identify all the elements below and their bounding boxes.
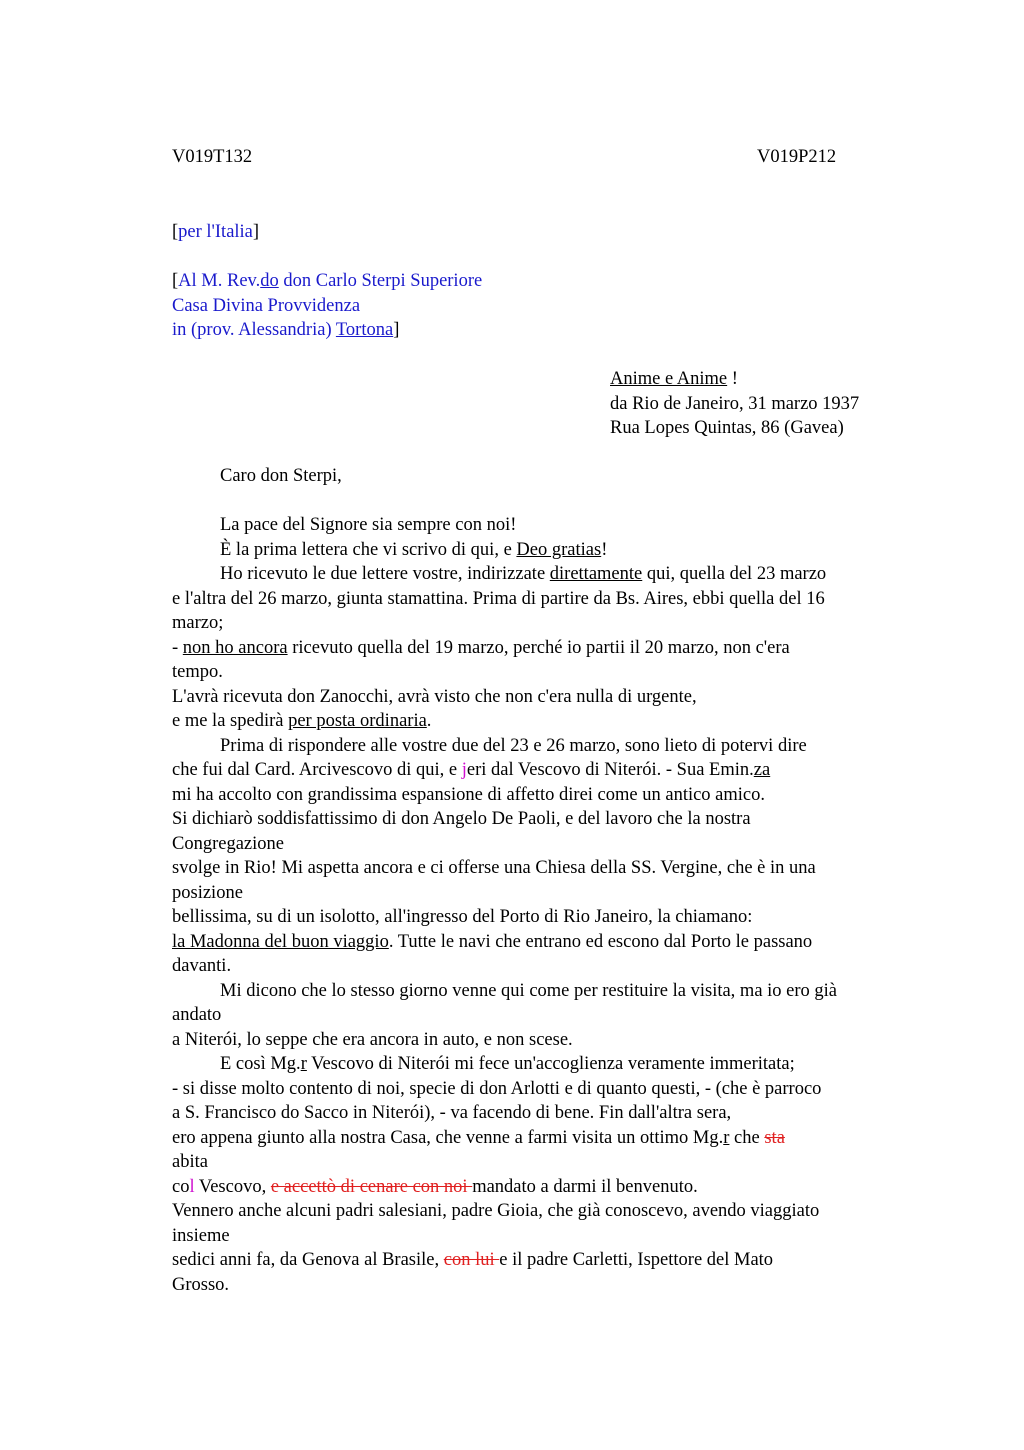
paragraph-6-line-10: davanti. <box>172 956 232 976</box>
paragraph-8-line-2: - si disse molto contento di noi, specie di don Arlotti e di quanto questi, - (che è parroco <box>172 1078 822 1099</box>
recipient-line-3: in (prov. Alessandria) Tortona] <box>172 320 400 340</box>
paragraph-6-line-5: Congregazione <box>172 833 284 854</box>
paragraph-3-line-1: Ho ricevuto le due lettere vostre, indirizzate direttamente qui, quella del 23 marzo <box>220 564 827 584</box>
document-code-right: V019P212 <box>757 147 837 167</box>
paragraph-9-line-2: insieme <box>172 1225 230 1246</box>
destination-text: per l'Italia <box>178 222 253 242</box>
paragraph-1: La pace del Signore sia sempre con noi! <box>220 515 517 535</box>
paragraph-3-line-2: e l'altra del 26 marzo, giunta stamattina. Prima di partire da Bs. Aires, ebbi quella del 16 <box>172 588 825 609</box>
paragraph-3-line-3: marzo; <box>172 613 224 633</box>
document-code-left: V019T132 <box>172 147 253 167</box>
recipient-address <box>172 269 912 343</box>
paragraph-7-line-2: andato <box>172 1005 222 1025</box>
paragraph-6-line-1: Prima di rispondere alle vostre due del 23 e 26 marzo, sono lieto di potervi dire <box>220 735 807 756</box>
paragraph-8-line-4: ero appena giunto alla nostra Casa, che venne a farmi visita un ottimo Mg.r che sta <box>172 1127 785 1148</box>
paragraph-7-line-3: a Niterói, lo seppe che era ancora in auto, e non scese. <box>172 1029 573 1050</box>
deleted-text: sta <box>764 1127 785 1148</box>
paragraph-8-line-6: col Vescovo, e accettò di cenare con noi mandato a darmi il benvenuto. <box>172 1176 698 1197</box>
paragraph-8-line-3: a S. Francisco do Sacco in Niterói), - va facendo di bene. Fin dall'altra sera, <box>172 1103 732 1123</box>
paragraph-7-line-1: Mi dicono che lo stesso giorno venne qui come per restituire la visita, ma io ero già <box>220 980 838 1001</box>
paragraph-2: È la prima lettera che vi scrivo di qui, e Deo gratias! <box>220 539 608 560</box>
paragraph-9-line-1: Vennero anche alcuni padri salesiani, padre Gioia, che già conoscevo, avendo viaggiato <box>172 1201 820 1221</box>
letter-body <box>172 464 912 1297</box>
motto: Anime e Anime ! <box>610 369 738 389</box>
recipient-line-2: Casa Divina Provvidenza <box>172 295 361 316</box>
paragraph-6-line-7: posizione <box>172 882 243 903</box>
paragraph-6-line-3: mi ha accolto con grandissima espansione di affetto direi come un antico amico. <box>172 784 766 805</box>
destination-note: [per l'Italia] <box>172 222 260 242</box>
paragraph-9-line-4: Grosso. <box>172 1274 230 1295</box>
dateline <box>610 367 859 441</box>
paragraph-5-line-1: L'avrà ricevuta don Zanocchi, avrà visto che non c'era nulla di urgente, <box>172 686 697 707</box>
paragraph-8-line-1: E così Mg.r Vescovo di Niterói mi fece un'accoglienza veramente immeritata; <box>220 1054 795 1074</box>
deleted-text: e accettò di cenare con noi <box>270 1176 473 1197</box>
place-date: da Rio de Janeiro, 31 marzo 1937 <box>610 393 860 414</box>
street-address: Rua Lopes Quintas, 86 (Gavea) <box>610 418 844 438</box>
deleted-text: con lui <box>443 1250 500 1270</box>
paragraph-6-line-8: bellissima, su di un isolotto, all'ingresso del Porto di Rio Janeiro, la chiamano: <box>172 907 753 927</box>
paragraph-5-line-2: e me la spedirà per posta ordinaria. <box>172 711 432 731</box>
paragraph-6-line-9: la Madonna del buon viaggio. Tutte le navi che entrano ed escono dal Porto le passano <box>172 931 813 952</box>
recipient-line-1: [Al M. Rev.do don Carlo Sterpi Superiore <box>172 271 483 291</box>
inserted-text: l <box>189 1176 195 1197</box>
paragraph-6-line-2: che fui dal Card. Arcivescovo di qui, e jeri dal Vescovo di Niterói. - Sua Emin.za <box>172 760 771 780</box>
paragraph-8-line-5: abita <box>172 1152 208 1172</box>
paragraph-9-line-3: sedici anni fa, da Genova al Brasile, con lui e il padre Carletti, Ispettore del Mato <box>172 1250 774 1270</box>
paragraph-6-line-6: svolge in Rio! Mi aspetta ancora e ci offerse una Chiesa della SS. Vergine, che è in una <box>172 858 816 878</box>
paragraph-4-line-2: tempo. <box>172 662 223 682</box>
paragraph-6-line-4: Si dichiarò soddisfattissimo di don Angelo De Paoli, e del lavoro che la nostra <box>172 809 751 829</box>
salutation: Caro don Sterpi, <box>220 466 342 486</box>
paragraph-4-line-1: - non ho ancora ricevuto quella del 19 marzo, perché io partii il 20 marzo, non c'era <box>172 637 790 658</box>
